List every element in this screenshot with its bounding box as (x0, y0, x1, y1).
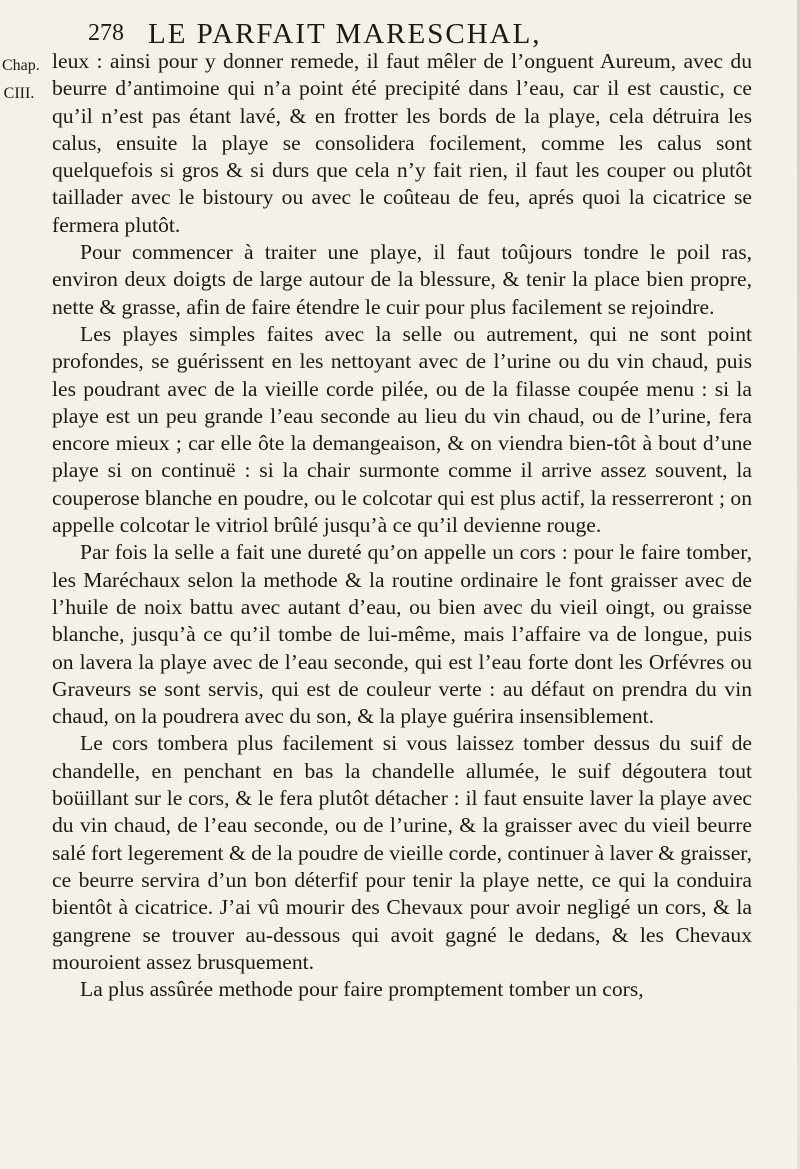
paragraph-3: Les playes simples faites avec la selle ou autrement, qui ne sont point profondes, se guérissent en les nettoyant avec de l’urine ou du vin chaud, puis les poudrant avec de la vieille corde pilée, ou de la filasse coupée menu : si la playe est un peu grande l’eau seconde au lieu du vin chaud, ou de l’urine, fera encore mieux ; car elle ôte la demangeaison, & on viendra bien-tôt à bout d’une playe si on continuë : si la chair surmonte comme il arrive assez souvent, la couperose blanche en poudre, ou le colcotar qui est plus actif, la resserreront ; on appelle colcotar le vitriol brûlé jusqu’à ce qu’il devienne rouge. (52, 321, 752, 538)
body-text (52, 48, 752, 1003)
paragraph-6: La plus assûrée methode pour faire promptement tomber un cors, (80, 977, 644, 1002)
page-number: 278 (88, 20, 124, 46)
paragraph-1: leux : ainsi pour y donner remede, il faut mêler de l’onguent Aureum, avec du beurre d’antimoine qui n’a point été precipité dans l’eau, car il est caustic, ce qu’il n’est pas étant lavé, & en frotter les bords de la playe, cela détruira les calus, ensuite la playe se consolidera focilement, comme les calus sont quelquefois si gros & si durs que cela n’y fait rien, il faut les couper ou plutôt taillader avec le bistoury ou avec le coûteau de feu, aprés quoi la cicatrice se fermera plutôt. (52, 49, 752, 237)
running-title: LE PARFAIT MARESCHAL, (148, 18, 542, 50)
chapter-margin-note (2, 52, 40, 108)
chapter-label: Chap. (2, 57, 40, 74)
paragraph-5: Le cors tombera plus facilement si vous laissez tomber dessus du suif de chandelle, en penchant en bas la chandelle allumée, le suif dégoutera tout boüillant sur le cors, & le fera plutôt détacher : il faut ensuite laver la playe avec du vin chaud, de l’eau seconde, ou de l’urine, & la graisser avec du vieil beurre salé fort legerement & de la poudre de vieille corde, continuer à laver & graisser, ce beurre servira d’un bon déterfif pour tenir la playe nette, ce qui la conduira bientôt à cicatrice. J’ai vû mourir des Chevaux pour avoir negligé un cors, & la gangrene se trouver au-dessous qui avoit gagné le dedans, & les Chevaux mouroient assez brusquement. (52, 731, 752, 974)
chapter-number: CIII. (3, 85, 35, 102)
paragraph-4: Par fois la selle a fait une dureté qu’on appelle un cors : pour le faire tomber, les Maréchaux selon la methode & la routine ordinaire le font graisser avec de l’huile de noix battu avec autant d’eau, ou bien avec du vieil oingt, ou graisse blanche, jusqu’à ce qu’il tombe de lui-même, mais l’affaire va de longue, puis on lavera la playe avec de l’eau seconde, qui est l’eau forte dont les Orfévres ou Graveurs se sont servis, qui est de couleur verte : au défaut on prendra du vin chaud, on la poudrera avec du son, & la playe guérira insensiblement. (52, 540, 752, 729)
paragraph-2: Pour commencer à traiter une playe, il faut toûjours tondre le poil ras, environ deux doigts de large autour de la blessure, & tenir la place bien propre, nette & grasse, afin de faire étendre le cuir pour plus facilement se rejoindre. (52, 240, 752, 319)
